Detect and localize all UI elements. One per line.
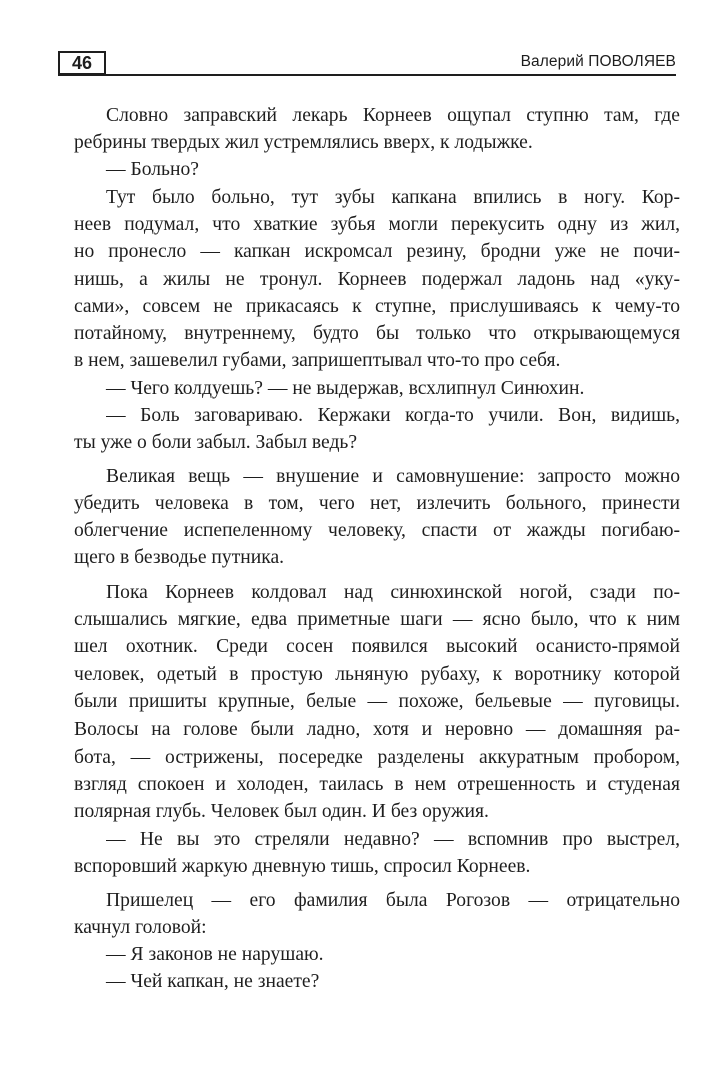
text-line: ребрины твердых жил устремлялись вверх, к лодыжке.: [74, 132, 533, 153]
text-line: Пока Корнеев колдовал над синюхинской ногой, сзади по-: [106, 582, 680, 603]
text-line: взгляд спокоен и холоден, таилась в нем отрешенность и студеная: [74, 774, 680, 795]
text-line: убедить человека в том, чего нет, излечить больного, принести: [74, 493, 680, 514]
text-line: нишь, а жилы не тронул. Корнеев подержал ладонь над «уку-: [74, 269, 680, 290]
text-line: ты уже о боли забыл. Забыл ведь?: [74, 432, 358, 453]
text-line: Великая вещь — внушение и самовнушение: запросто можно: [106, 466, 680, 487]
text-line: — Я законов не нарушаю.: [106, 944, 324, 965]
text-line: Волосы на голове были ладно, хотя и неровно — домашняя ра-: [74, 719, 680, 740]
text-line: неев подумал, что хваткие зубья могли перекусить одну из жил,: [74, 214, 680, 235]
text-line: — Чей капкан, не знаете?: [106, 971, 320, 992]
text-line: полярная глубь. Человек был один. И без оружия.: [74, 801, 489, 822]
text-line: — Не вы это стреляли недавно? — вспомнив про выстрел,: [106, 829, 680, 850]
text-line: облегчение испепеленному человеку, спасти от жажды погибаю-: [74, 520, 680, 541]
text-line: в нем, зашевелил губами, запришептывал что-то про себя.: [74, 350, 561, 371]
text-line: вспоровший жаркую дневную тишь, спросил Корнеев.: [74, 856, 531, 877]
text-line: — Чего колдуешь? — не выдержав, всхлипнул Синюхин.: [106, 378, 585, 399]
text-line: бота, — острижены, посередке разделены аккуратным пробором,: [74, 747, 680, 768]
page-number: 46: [58, 51, 106, 75]
text-line: слышались мягкие, едва приметные шаги — ясно было, что к ним: [74, 609, 680, 630]
text-line: Тут было больно, тут зубы капкана впились в ногу. Кор-: [106, 187, 680, 208]
text-line: Словно заправский лекарь Корнеев ощупал ступню там, где: [106, 105, 680, 126]
text-line: потайному, внутреннему, будто бы только что открывающемуся: [74, 323, 680, 344]
text-line: шел охотник. Среди сосен появился высокий осанисто-прямой: [74, 636, 680, 657]
text-line: Пришелец — его фамилия была Рогозов — отрицательно: [106, 890, 680, 911]
running-head-author: Валерий ПОВОЛЯЕВ: [520, 53, 676, 70]
text-line: были пришиты крупные, белые — похоже, бельевые — пуговицы.: [74, 691, 680, 712]
text-line: — Больно?: [106, 159, 199, 180]
text-line: но пронесло — капкан искромсал резину, бродни уже не почи-: [74, 241, 680, 262]
text-line: сами», совсем не прикасаясь к ступне, прислушиваясь к чему-то: [74, 296, 680, 317]
text-line: качнул головой:: [74, 917, 207, 938]
text-line: щего в безводье путника.: [74, 547, 285, 568]
text-line: — Боль заговариваю. Кержаки когда-то учили. Вон, видишь,: [106, 405, 680, 426]
text-line: человек, одетый в простую льняную рубаху, к воротнику которой: [74, 664, 680, 685]
